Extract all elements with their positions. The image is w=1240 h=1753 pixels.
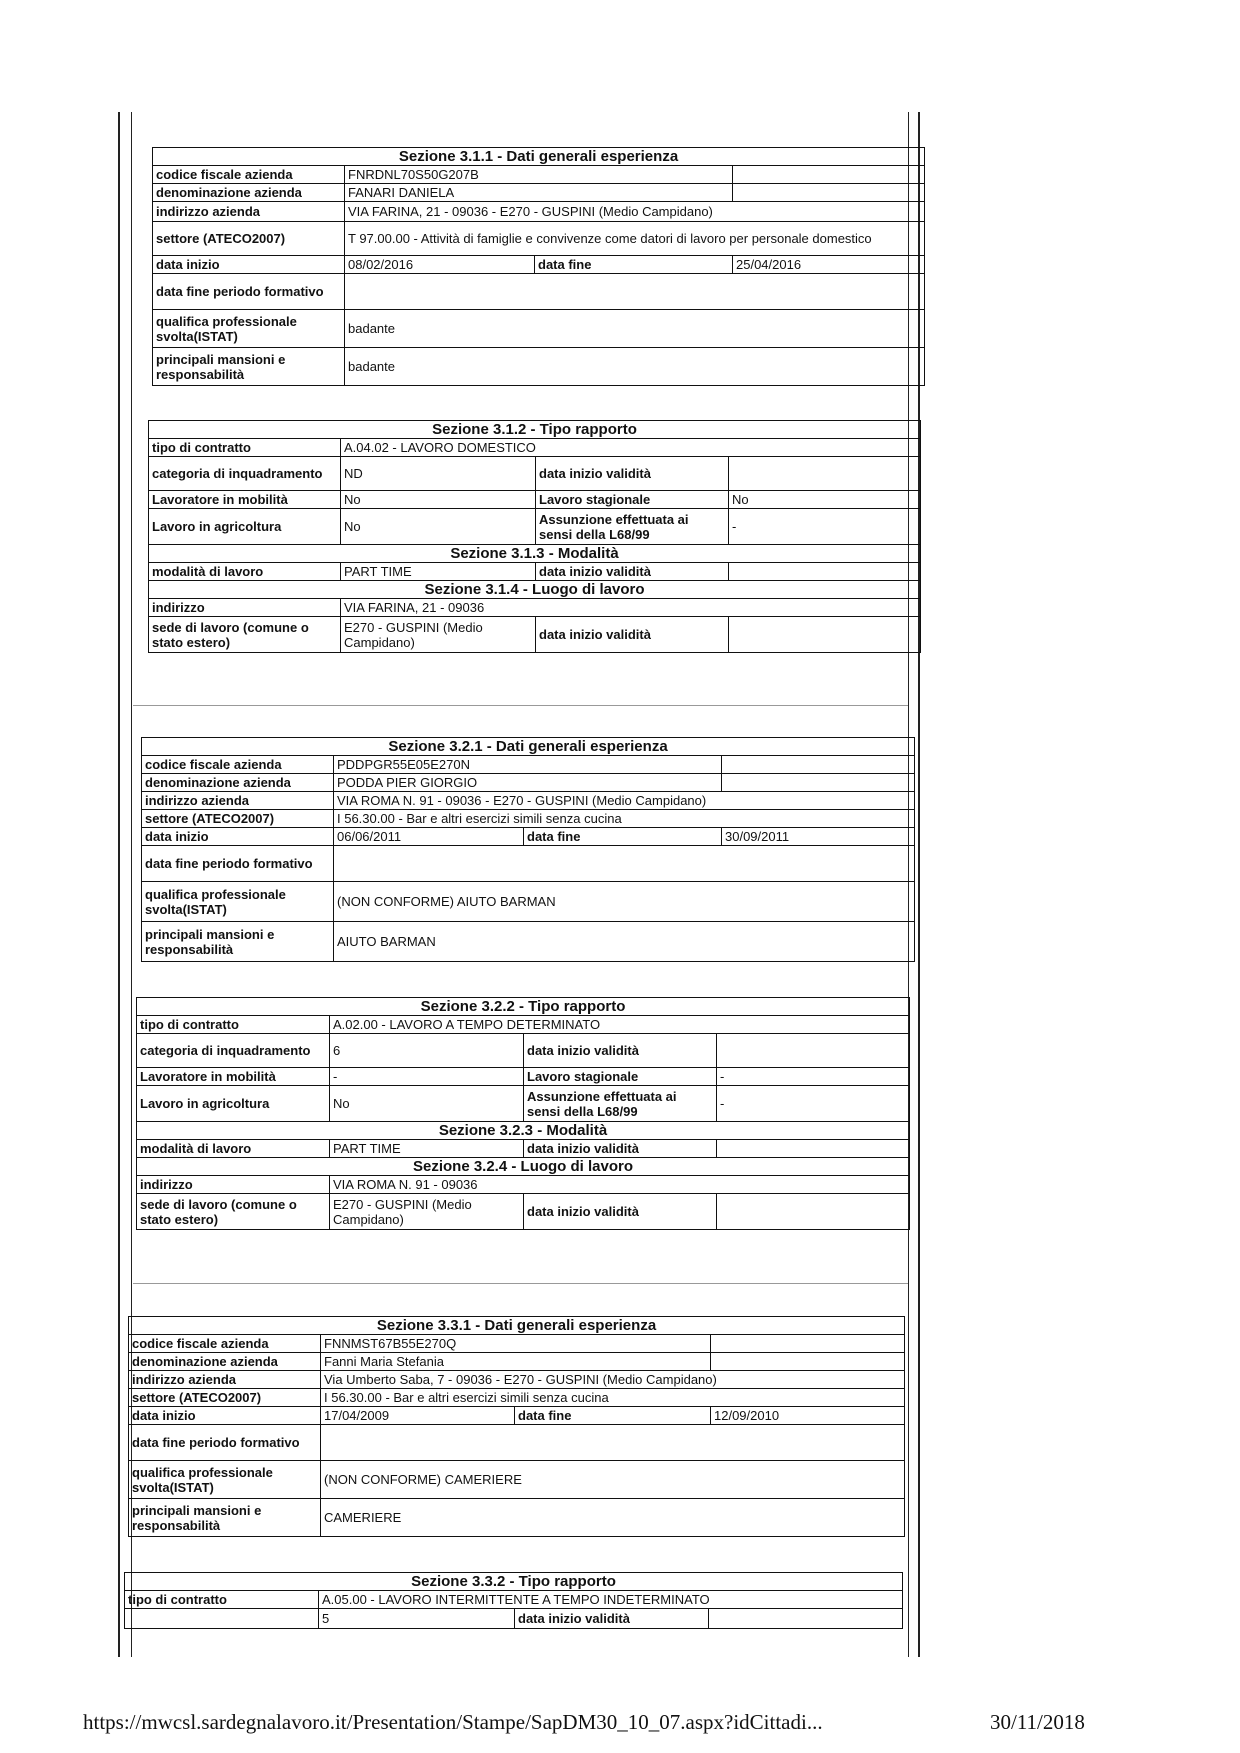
- section-3-1-2: [148, 420, 921, 653]
- agricoltura-value: No: [330, 1086, 524, 1122]
- agricoltura-label: Lavoro in agricoltura: [137, 1086, 330, 1122]
- data-validita-value: [717, 1034, 910, 1068]
- denominazione-value: Fanni Maria Stefania: [321, 1353, 711, 1371]
- sede-label: sede di lavoro (comune o stato estero): [137, 1194, 330, 1230]
- mobilita-label: Lavoratore in mobilità: [137, 1068, 330, 1086]
- mansioni-value: AIUTO BARMAN: [334, 922, 915, 962]
- data-validita-label: data inizio validità: [524, 1194, 717, 1230]
- page-left-border: [118, 112, 120, 1657]
- tipo-contratto-label: tipo di contratto: [137, 1016, 330, 1034]
- data-inizio-label: data inizio: [153, 256, 345, 274]
- mobilita-label: Lavoratore in mobilità: [149, 491, 341, 509]
- section-title: Sezione 3.1.4 - Luogo di lavoro: [149, 581, 921, 599]
- modalita-label: modalità di lavoro: [137, 1140, 330, 1158]
- section-separator: [133, 705, 908, 706]
- indirizzo-value: VIA ROMA N. 91 - 09036 - E270 - GUSPINI (Medio Campidano): [334, 792, 915, 810]
- tipo-contratto-label: tipo di contratto: [125, 1591, 319, 1609]
- section-title: Sezione 3.1.3 - Modalità: [149, 545, 921, 563]
- data-fine-label: data fine: [535, 256, 733, 274]
- empty-cell: [722, 756, 915, 774]
- data-validita-label: data inizio validità: [536, 563, 729, 581]
- data-fine-value: 25/04/2016: [733, 256, 925, 274]
- stagionale-label: Lavoro stagionale: [524, 1068, 717, 1086]
- data-inizio-value: 08/02/2016: [345, 256, 535, 274]
- section-title: Sezione 3.3.2 - Tipo rapporto: [125, 1573, 903, 1591]
- denominazione-label: denominazione azienda: [129, 1353, 321, 1371]
- codice-fiscale-label: codice fiscale azienda: [153, 166, 345, 184]
- data-validita-label: data inizio validità: [515, 1609, 709, 1629]
- empty-cell: [711, 1353, 905, 1371]
- data-validita-value: [717, 1194, 910, 1230]
- agricoltura-label: Lavoro in agricoltura: [149, 509, 341, 545]
- section-separator: [133, 1283, 908, 1284]
- modalita-value: PART TIME: [341, 563, 536, 581]
- section-title: Sezione 3.2.1 - Dati generali esperienza: [142, 738, 915, 756]
- indirizzo-label: indirizzo azienda: [142, 792, 334, 810]
- mansioni-value: CAMERIERE: [321, 1499, 905, 1537]
- assunzione-value: -: [729, 509, 921, 545]
- settore-value: I 56.30.00 - Bar e altri esercizi simili senza cucina: [334, 810, 915, 828]
- sede-value: E270 - GUSPINI (Medio Campidano): [330, 1194, 524, 1230]
- data-validita-value: [729, 617, 921, 653]
- empty-cell: [711, 1335, 905, 1353]
- denominazione-label: denominazione azienda: [142, 774, 334, 792]
- data-fine-label: data fine: [515, 1407, 711, 1425]
- section-3-3-1: [128, 1316, 905, 1537]
- section-title: Sezione 3.1.1 - Dati generali esperienza: [153, 148, 925, 166]
- data-fine-periodo-label: data fine periodo formativo: [142, 846, 334, 882]
- codice-fiscale-label: codice fiscale azienda: [142, 756, 334, 774]
- data-validita-value: [729, 457, 921, 491]
- tipo-contratto-value: A.05.00 - LAVORO INTERMITTENTE A TEMPO INDETERMINATO: [319, 1591, 903, 1609]
- data-fine-periodo-label: data fine periodo formativo: [129, 1425, 321, 1461]
- categoria-value: 6: [330, 1034, 524, 1068]
- section-title: Sezione 3.2.3 - Modalità: [137, 1122, 910, 1140]
- empty-cell: [733, 166, 925, 184]
- footer-date: 30/11/2018: [990, 1710, 1085, 1734]
- settore-label: settore (ATECO2007): [153, 222, 345, 256]
- mansioni-label: principali mansioni e responsabilità: [153, 348, 345, 386]
- categoria-label: categoria di inquadramento: [149, 457, 341, 491]
- section-title: Sezione 3.1.2 - Tipo rapporto: [149, 421, 921, 439]
- mobilita-value: -: [330, 1068, 524, 1086]
- settore-value: T 97.00.00 - Attività di famiglie e convivenze come datori di lavoro per personale domestico: [345, 222, 925, 256]
- categoria-value: 5: [319, 1609, 515, 1629]
- data-fine-label: data fine: [524, 828, 722, 846]
- qualifica-label: qualifica professionale svolta(ISTAT): [129, 1461, 321, 1499]
- stagionale-value: -: [717, 1068, 910, 1086]
- section-title: Sezione 3.2.4 - Luogo di lavoro: [137, 1158, 910, 1176]
- modalita-label: modalità di lavoro: [149, 563, 341, 581]
- modalita-value: PART TIME: [330, 1140, 524, 1158]
- codice-fiscale-value: FNRDNL70S50G207B: [345, 166, 733, 184]
- sede-label: sede di lavoro (comune o stato estero): [149, 617, 341, 653]
- indirizzo-label: indirizzo azienda: [153, 202, 345, 222]
- section-title: Sezione 3.2.2 - Tipo rapporto: [137, 998, 910, 1016]
- assunzione-label: Assunzione effettuata ai sensi della L68/99: [536, 509, 729, 545]
- mansioni-label: principali mansioni e responsabilità: [129, 1499, 321, 1537]
- indirizzo-label: indirizzo azienda: [129, 1371, 321, 1389]
- qualifica-value: (NON CONFORME) CAMERIERE: [321, 1461, 905, 1499]
- settore-value: I 56.30.00 - Bar e altri esercizi simili senza cucina: [321, 1389, 905, 1407]
- data-inizio-value: 17/04/2009: [321, 1407, 515, 1425]
- assunzione-label: Assunzione effettuata ai sensi della L68/99: [524, 1086, 717, 1122]
- data-fine-periodo-value: [345, 274, 925, 310]
- denominazione-label: denominazione azienda: [153, 184, 345, 202]
- qualifica-value: (NON CONFORME) AIUTO BARMAN: [334, 882, 915, 922]
- data-fine-periodo-value: [334, 846, 915, 882]
- section-3-1-1: [152, 147, 925, 386]
- footer-url: https://mwcsl.sardegnalavoro.it/Presentation/Stampe/SapDM30_10_07.aspx?idCittadi...: [83, 1710, 823, 1734]
- data-inizio-label: data inizio: [129, 1407, 321, 1425]
- section-title: Sezione 3.3.1 - Dati generali esperienza: [129, 1317, 905, 1335]
- mobilita-value: No: [341, 491, 536, 509]
- data-fine-periodo-value: [321, 1425, 905, 1461]
- section-3-2-2: [136, 997, 910, 1230]
- codice-fiscale-label: codice fiscale azienda: [129, 1335, 321, 1353]
- data-validita-label: data inizio validità: [536, 457, 729, 491]
- settore-label: settore (ATECO2007): [142, 810, 334, 828]
- data-fine-value: 12/09/2010: [711, 1407, 905, 1425]
- data-fine-periodo-label: data fine periodo formativo: [153, 274, 345, 310]
- settore-label: settore (ATECO2007): [129, 1389, 321, 1407]
- stagionale-value: No: [729, 491, 921, 509]
- codice-fiscale-value: PDDPGR55E05E270N: [334, 756, 722, 774]
- agricoltura-value: No: [341, 509, 536, 545]
- indirizzo-value: Via Umberto Saba, 7 - 09036 - E270 - GUSPINI (Medio Campidano): [321, 1371, 905, 1389]
- data-validita-label: data inizio validità: [524, 1140, 717, 1158]
- indirizzo-label: indirizzo: [137, 1176, 330, 1194]
- data-validita-label: data inizio validità: [524, 1034, 717, 1068]
- data-validita-value: [717, 1140, 910, 1158]
- mansioni-value: badante: [345, 348, 925, 386]
- indirizzo-value: VIA FARINA, 21 - 09036: [341, 599, 921, 617]
- codice-fiscale-value: FNNMST67B55E270Q: [321, 1335, 711, 1353]
- data-validita-label: data inizio validità: [536, 617, 729, 653]
- tipo-contratto-value: A.04.02 - LAVORO DOMESTICO: [341, 439, 921, 457]
- tipo-contratto-label: tipo di contratto: [149, 439, 341, 457]
- categoria-value: ND: [341, 457, 536, 491]
- indirizzo-value: VIA FARINA, 21 - 09036 - E270 - GUSPINI (Medio Campidano): [345, 202, 925, 222]
- indirizzo-value: VIA ROMA N. 91 - 09036: [330, 1176, 910, 1194]
- data-inizio-value: 06/06/2011: [334, 828, 524, 846]
- empty-cell: [722, 774, 915, 792]
- data-validita-value: [709, 1609, 903, 1629]
- categoria-label: [125, 1609, 319, 1629]
- sede-value: E270 - GUSPINI (Medio Campidano): [341, 617, 536, 653]
- section-3-2-1: [141, 737, 915, 962]
- qualifica-label: qualifica professionale svolta(ISTAT): [142, 882, 334, 922]
- tipo-contratto-value: A.02.00 - LAVORO A TEMPO DETERMINATO: [330, 1016, 910, 1034]
- qualifica-value: badante: [345, 310, 925, 348]
- stagionale-label: Lavoro stagionale: [536, 491, 729, 509]
- data-validita-value: [729, 563, 921, 581]
- mansioni-label: principali mansioni e responsabilità: [142, 922, 334, 962]
- data-fine-value: 30/09/2011: [722, 828, 915, 846]
- section-3-3-2: [124, 1572, 903, 1629]
- assunzione-value: -: [717, 1086, 910, 1122]
- categoria-label: categoria di inquadramento: [137, 1034, 330, 1068]
- empty-cell: [733, 184, 925, 202]
- denominazione-value: FANARI DANIELA: [345, 184, 733, 202]
- qualifica-label: qualifica professionale svolta(ISTAT): [153, 310, 345, 348]
- indirizzo-label: indirizzo: [149, 599, 341, 617]
- data-inizio-label: data inizio: [142, 828, 334, 846]
- denominazione-value: PODDA PIER GIORGIO: [334, 774, 722, 792]
